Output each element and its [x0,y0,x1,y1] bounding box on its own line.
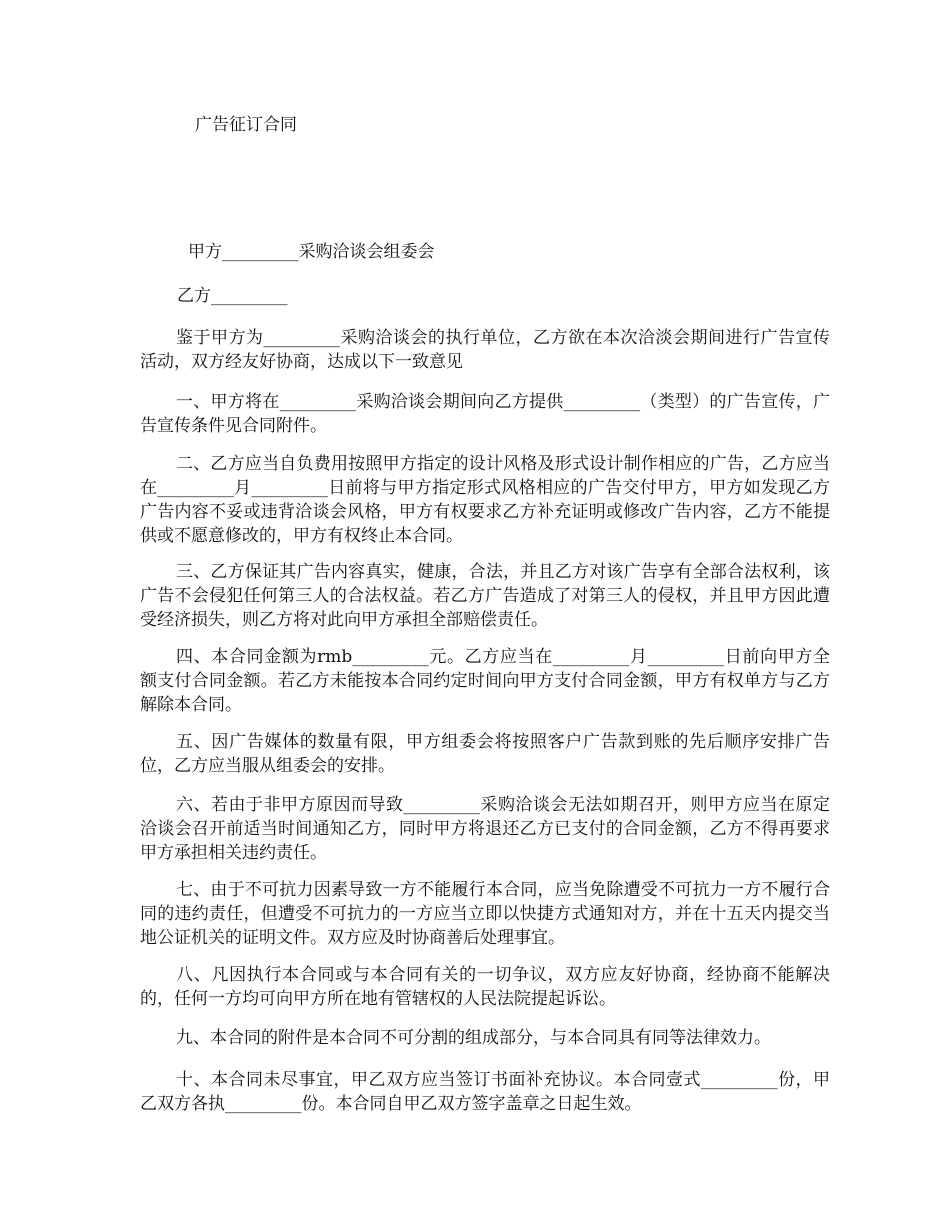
paragraph-text: 鉴于甲方为_________采购洽谈会的执行单位，乙方欲在本次洽淡会期间进行广告宣传活动，双方经友好协商，达成以下一致意见 [140,328,830,372]
paragraph-clause-8 [140,963,830,1011]
paragraph-clause-6 [140,793,830,865]
paragraph-intro [140,326,830,374]
paragraph-text: 五、因广告媒体的数量有限，甲方组委会将按照客户广告款到账的先后顺序安排广告位，乙方应当服从组委会的安排。 [140,732,830,776]
paragraph-text: 十、本合同未尽事宜，甲乙双方应当签订书面补充协议。本合同壹式_________份，甲乙双方各执_________份。本合同自甲乙双方签字盖章之日起生效。 [140,1070,830,1114]
paragraph-clause-9 [140,1026,830,1050]
paragraph-text: 三、乙方保证其广告内容真实，健康，合法，并且乙方对该广告享有全部合法权利，该广告不会侵犯任何第三人的合法权益。若乙方广告造成了对第三人的侵权，并且甲方因此遭受经济损失，则乙方将对此向甲方承担全部赔偿责任。 [140,562,830,630]
paragraph-text: 二、乙方应当自负费用按照甲方指定的设计风格及形式设计制作相应的广告，乙方应当在_________月_________日前将与甲方指定形式风格相应的广告交付甲方，甲方如发现乙方广告内容不妥或违背洽谈会风格，甲方有权要求乙方补充证明或修改广告内容，乙方不能提供或不愿意修改的，甲方有权终止本合同。 [140,454,830,546]
paragraph-text: 九、本合同的附件是本合同不可分割的组成部分，与本合同具有同等法律效力。 [176,1028,771,1048]
paragraph-text: 七、由于不可抗力因素导致一方不能履行本合同，应当免除遭受不可抗力一方不履行合同的违约责任，但遭受不可抗力的一方应当立即以快捷方式通知对方，并在十五天内提交当地公证机关的证明文件。双方应及时协商善后处理事宜。 [140,880,830,948]
paragraph-clause-1 [140,390,830,438]
party-b-line: 乙方_________ [177,286,288,306]
paragraph-text: 四、本合同金额为rmb_________元。乙方应当在_________月_________日前向甲方全额支付合同金额。若乙方未能按本合同约定时间向甲方支付合同金额，甲方有权单方与乙方解除本合同。 [140,647,830,715]
paragraph-clause-7 [140,878,830,950]
paragraph-text: 一、甲方将在_________采购洽谈会期间向乙方提供_________（类型）的广告宣传，广告宣传条件见合同附件。 [140,392,830,436]
paragraph-clause-5 [140,730,830,778]
paragraph-text: 八、凡因执行本合同或与本合同有关的一切争议，双方应友好协商，经协商不能解决的，任何一方均可向甲方所在地有管辖权的人民法院提起诉讼。 [140,965,830,1009]
party-a-line: 甲方_________采购洽谈会组委会 [188,242,435,262]
paragraph-clause-2 [140,452,830,548]
paragraph-clause-3 [140,560,830,632]
paragraph-text: 六、若由于非甲方原因而导致_________采购洽谈会无法如期召开，则甲方应当在原定洽谈会召开前适当时间通知乙方，同时甲方将退还乙方已支付的合同金额，乙方不得再要求甲方承担相关违约责任。 [140,795,830,863]
paragraph-clause-4 [140,645,830,717]
document-title: 广告征订合同 [195,115,297,135]
paragraph-clause-10 [140,1068,830,1116]
